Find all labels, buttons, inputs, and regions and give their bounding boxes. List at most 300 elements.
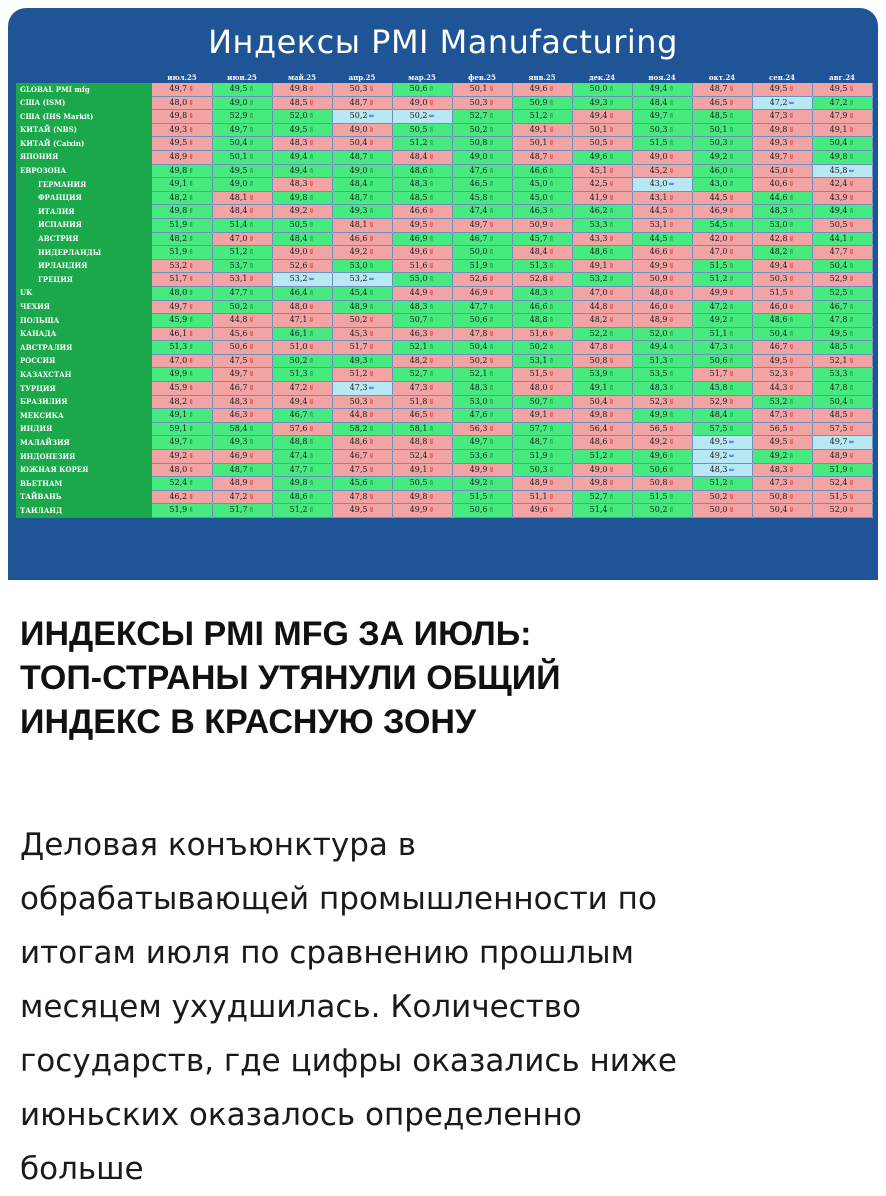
country-label: КИТАЙ (NBS)	[16, 123, 152, 137]
pmi-cell	[392, 218, 452, 232]
body-line: Деловая конъюнктура в	[20, 827, 416, 863]
arrow-up-icon: ⇑	[848, 343, 855, 352]
pmi-cell	[272, 137, 332, 151]
pmi-cell	[152, 178, 212, 192]
pmi-cell	[152, 327, 212, 341]
arrow-down-icon: ⇓	[848, 275, 855, 284]
pmi-cell	[752, 300, 812, 314]
pmi-cell	[332, 286, 392, 300]
arrow-down-icon: ⇓	[188, 139, 195, 148]
pmi-cell	[332, 232, 392, 246]
row-spacer	[872, 354, 876, 368]
pmi-cell	[212, 409, 272, 423]
arrow-down-icon: ⇓	[608, 125, 615, 134]
arrow-down-icon: ⇓	[848, 452, 855, 461]
pmi-value: 49,9	[169, 369, 188, 379]
arrow-up-icon: ⇑	[548, 180, 555, 189]
row-spacer	[872, 218, 876, 232]
arrow-down-icon: ⇓	[368, 316, 375, 325]
arrow-down-icon: ⇓	[428, 384, 435, 393]
pmi-cell	[752, 409, 812, 423]
pmi-value: 50,5	[289, 219, 308, 229]
arrow-up-icon: ⇑	[488, 166, 495, 175]
row-spacer	[872, 137, 876, 151]
month-header: фев.25	[468, 73, 496, 82]
pmi-cell	[392, 246, 452, 260]
pmi-value: 53,0	[349, 260, 368, 270]
arrow-down-icon: ⇓	[188, 125, 195, 134]
pmi-cell	[392, 354, 452, 368]
row-spacer	[872, 382, 876, 396]
arrow-down-icon: ⇓	[308, 384, 315, 393]
arrow-up-icon: ⇑	[668, 356, 675, 365]
pmi-value: 51,9	[169, 247, 188, 257]
pmi-cell	[812, 191, 872, 205]
arrow-down-icon: ⇓	[728, 492, 735, 501]
arrow-up-icon: ⇑	[608, 492, 615, 501]
pmi-cell	[512, 477, 572, 491]
arrow-up-icon: ⇑	[608, 220, 615, 229]
country-label: UK	[16, 286, 152, 300]
pmi-value: 45,0	[529, 192, 548, 202]
pmi-cell	[692, 110, 752, 124]
arrow-down-icon: ⇓	[368, 234, 375, 243]
pmi-cell	[272, 205, 332, 219]
pmi-value: 50,2	[709, 491, 728, 501]
arrow-down-icon: ⇓	[428, 288, 435, 297]
pmi-cell	[452, 123, 512, 137]
arrow-up-icon: ⇑	[728, 112, 735, 121]
pmi-cell	[332, 314, 392, 328]
pmi-value: 45,2	[649, 165, 668, 175]
pmi-value: 49,7	[829, 437, 848, 447]
pmi-value: 49,5	[769, 355, 788, 365]
pmi-cell	[212, 205, 272, 219]
arrow-down-icon: ⇓	[248, 329, 255, 338]
arrow-down-icon: ⇓	[608, 424, 615, 433]
arrow-down-icon: ⇓	[428, 506, 435, 515]
pmi-cell	[332, 178, 392, 192]
arrow-down-icon: ⇓	[368, 248, 375, 257]
arrow-up-icon: ⇑	[368, 193, 375, 202]
pmi-cell	[392, 232, 452, 246]
arrow-down-icon: ⇓	[668, 166, 675, 175]
pmi-cell	[332, 164, 392, 178]
pmi-cell	[212, 191, 272, 205]
pmi-cell	[272, 450, 332, 464]
pmi-value: 52,3	[769, 369, 788, 379]
arrow-down-icon: ⇓	[368, 98, 375, 107]
pmi-cell	[212, 368, 272, 382]
pmi-cell	[632, 314, 692, 328]
pmi-value: 51,2	[409, 138, 428, 148]
table-row	[16, 300, 876, 314]
pmi-cell	[752, 463, 812, 477]
pmi-value: 49,2	[289, 206, 308, 216]
arrow-up-icon: ⇑	[848, 370, 855, 379]
arrow-down-icon: ⇓	[488, 220, 495, 229]
pmi-value: 48,4	[409, 151, 428, 161]
country-label: ПОЛЬША	[16, 314, 152, 328]
arrow-up-icon: ⇑	[548, 193, 555, 202]
pmi-value: 49,7	[169, 301, 188, 311]
pmi-value: 51,4	[589, 505, 608, 515]
arrow-down-icon: ⇓	[788, 492, 795, 501]
pmi-value: 48,2	[769, 247, 788, 257]
pmi-cell	[812, 164, 872, 178]
pmi-value: 49,4	[649, 84, 668, 93]
arrow-up-icon: ⇑	[488, 384, 495, 393]
pmi-cell	[272, 273, 332, 287]
pmi-value: 49,1	[169, 179, 188, 189]
pmi-cell	[332, 504, 392, 518]
pmi-value: 51,6	[409, 260, 428, 270]
headline-line: ИНДЕКС В КРАСНУЮ ЗОНУ	[20, 703, 477, 741]
pmi-cell	[212, 436, 272, 450]
pmi-cell	[152, 450, 212, 464]
pmi-value: 50,1	[589, 124, 608, 134]
pmi-cell	[212, 395, 272, 409]
arrow-up-icon: ⇑	[188, 193, 195, 202]
pmi-value: 49,6	[649, 451, 668, 461]
arrow-up-icon: ⇑	[428, 180, 435, 189]
arrow-up-icon: ⇑	[188, 411, 195, 420]
pmi-cell	[812, 137, 872, 151]
arrow-down-icon: ⇓	[368, 492, 375, 501]
pmi-value: 51,9	[169, 505, 188, 515]
country-label: НИДЕРЛАНДЫ	[16, 246, 152, 260]
pmi-table	[16, 72, 876, 518]
arrow-down-icon: ⇓	[188, 112, 195, 121]
arrow-up-icon: ⇑	[548, 397, 555, 406]
arrow-up-icon: ⇑	[488, 261, 495, 270]
pmi-table-body	[16, 83, 876, 518]
pmi-cell	[152, 150, 212, 164]
arrow-up-icon: ⇑	[848, 261, 855, 270]
arrow-down-icon: ⇓	[368, 220, 375, 229]
pmi-value: 46,3	[229, 410, 248, 420]
pmi-cell	[332, 395, 392, 409]
pmi-cell	[392, 110, 452, 124]
arrow-up-icon: ⇑	[668, 329, 675, 338]
pmi-cell	[512, 490, 572, 504]
pmi-value: 50,3	[349, 396, 368, 406]
pmi-cell	[512, 232, 572, 246]
arrow-down-icon: ⇓	[608, 166, 615, 175]
pmi-value: 46,5	[409, 410, 428, 420]
pmi-cell	[452, 300, 512, 314]
country-label: США (IHS Markit)	[16, 110, 152, 124]
arrow-down-icon: ⇓	[608, 438, 615, 447]
arrow-up-icon: ⇑	[548, 234, 555, 243]
pmi-cell	[272, 300, 332, 314]
pmi-value: 46,3	[529, 206, 548, 216]
row-spacer	[872, 259, 876, 273]
arrow-down-icon: ⇓	[668, 275, 675, 284]
arrow-up-icon: ⇑	[248, 261, 255, 270]
country-label: ИНДОНЕЗИЯ	[16, 450, 152, 464]
pmi-cell	[152, 436, 212, 450]
table-row	[16, 436, 876, 450]
arrow-down-icon: ⇓	[368, 452, 375, 461]
pmi-cell	[152, 504, 212, 518]
arrow-up-icon: ⇑	[848, 316, 855, 325]
country-label: КАНАДА	[16, 327, 152, 341]
arrow-up-icon: ⇑	[668, 234, 675, 243]
pmi-value: 49,9	[409, 505, 428, 515]
country-label: ЯПОНИЯ	[16, 150, 152, 164]
pmi-value: 49,7	[769, 151, 788, 161]
pmi-cell	[152, 259, 212, 273]
arrow-up-icon: ⇑	[428, 85, 435, 93]
arrow-down-icon: ⇓	[608, 139, 615, 148]
arrow-up-icon: ⇑	[848, 465, 855, 474]
pmi-value: 46,9	[409, 233, 428, 243]
arrow-down-icon: ⇓	[548, 139, 555, 148]
pmi-cell	[752, 164, 812, 178]
arrow-up-icon: ⇑	[608, 248, 615, 257]
pmi-cell	[392, 463, 452, 477]
pmi-value: 46,5	[469, 179, 488, 189]
country-label: ИСПАНИЯ	[16, 218, 152, 232]
arrow-up-icon: ⇑	[248, 465, 255, 474]
pmi-value: 49,0	[349, 124, 368, 134]
pmi-value: 58,1	[409, 423, 428, 433]
pmi-cell	[512, 327, 572, 341]
arrow-down-icon: ⇓	[848, 220, 855, 229]
arrow-up-icon: ⇑	[788, 452, 795, 461]
pmi-cell	[152, 314, 212, 328]
pmi-cell	[572, 463, 632, 477]
arrow-down-icon: ⇓	[668, 248, 675, 257]
arrow-down-icon: ⇓	[788, 424, 795, 433]
pmi-cell	[692, 409, 752, 423]
country-label: США (ISM)	[16, 96, 152, 110]
pmi-value: 52,3	[649, 396, 668, 406]
pmi-value: 52,1	[829, 355, 848, 365]
pmi-cell	[152, 409, 212, 423]
pmi-value: 48,6	[349, 437, 368, 447]
arrow-up-icon: ⇑	[308, 193, 315, 202]
pmi-value: 49,3	[349, 355, 368, 365]
pmi-value: 48,5	[409, 192, 428, 202]
row-spacer	[872, 504, 876, 518]
pmi-cell	[452, 409, 512, 423]
pmi-value: 48,5	[709, 111, 728, 121]
headline-line: ИНДЕКСЫ PMI MFG ЗА ИЮЛЬ:	[20, 615, 532, 653]
pmi-value: 52,1	[469, 369, 488, 379]
pmi-cell	[692, 327, 752, 341]
pmi-value: 51,9	[529, 451, 548, 461]
arrow-down-icon: ⇓	[608, 193, 615, 202]
pmi-cell	[692, 273, 752, 287]
arrow-down-icon: ⇓	[368, 125, 375, 134]
pmi-value: 51,3	[649, 355, 668, 365]
row-spacer	[872, 300, 876, 314]
pmi-value: 44,8	[229, 315, 248, 325]
pmi-cell	[632, 504, 692, 518]
arrow-up-icon: ⇑	[548, 316, 555, 325]
pmi-value: 50,0	[469, 247, 488, 257]
pmi-cell	[692, 218, 752, 232]
pmi-value: 51,7	[349, 342, 368, 352]
pmi-value: 59,1	[169, 423, 188, 433]
table-row	[16, 273, 876, 287]
row-spacer	[872, 110, 876, 124]
table-row	[16, 164, 876, 178]
pmi-value: 56,5	[649, 423, 668, 433]
pmi-value: 49,4	[289, 165, 308, 175]
pmi-cell	[272, 232, 332, 246]
country-label: ИТАЛИЯ	[16, 205, 152, 219]
pmi-cell	[392, 314, 452, 328]
pmi-cell	[512, 504, 572, 518]
pmi-cell	[812, 341, 872, 355]
pmi-value: 53,0	[769, 219, 788, 229]
pmi-cell	[272, 259, 332, 273]
pmi-value: 49,2	[649, 437, 668, 447]
pmi-value: 46,0	[649, 301, 668, 311]
arrow-down-icon: ⇓	[488, 275, 495, 284]
arrow-up-icon: ⇑	[488, 180, 495, 189]
pmi-value: 56,3	[469, 423, 488, 433]
pmi-cell	[212, 96, 272, 110]
pmi-value: 52,4	[409, 451, 428, 461]
pmi-value: 51,7	[709, 369, 728, 379]
pmi-cell	[272, 341, 332, 355]
pmi-value: 53,0	[469, 396, 488, 406]
pmi-value: 49,0	[589, 464, 608, 474]
arrow-down-icon: ⇓	[368, 411, 375, 420]
country-label: ТАЙВАНЬ	[16, 490, 152, 504]
arrow-up-icon: ⇑	[248, 139, 255, 148]
pmi-cell	[692, 205, 752, 219]
arrow-down-icon: ⇓	[428, 492, 435, 501]
pmi-value: 48,9	[349, 301, 368, 311]
pmi-cell	[812, 436, 872, 450]
arrow-down-icon: ⇓	[788, 438, 795, 447]
pmi-cell	[392, 490, 452, 504]
pmi-table-image[interactable]	[8, 8, 878, 580]
pmi-value: 49,4	[769, 260, 788, 270]
row-spacer	[872, 232, 876, 246]
pmi-value: 46,0	[709, 165, 728, 175]
arrow-up-icon: ⇑	[188, 506, 195, 515]
pmi-cell	[512, 83, 572, 96]
pmi-value: 47,8	[469, 328, 488, 338]
arrow-up-icon: ⇑	[728, 166, 735, 175]
pmi-value: 50,9	[649, 274, 668, 284]
pmi-value: 47,8	[349, 491, 368, 501]
arrow-down-icon: ⇓	[728, 207, 735, 216]
arrow-down-icon: ⇓	[788, 180, 795, 189]
pmi-cell	[452, 232, 512, 246]
pmi-cell	[392, 341, 452, 355]
pmi-cell	[152, 354, 212, 368]
pmi-cell	[752, 137, 812, 151]
pmi-cell	[392, 205, 452, 219]
arrow-down-icon: ⇓	[188, 492, 195, 501]
arrow-down-icon: ⇓	[668, 302, 675, 311]
pmi-cell	[452, 314, 512, 328]
arrow-up-icon: ⇑	[368, 180, 375, 189]
arrow-down-icon: ⇓	[728, 397, 735, 406]
pmi-cell	[632, 422, 692, 436]
arrow-up-icon: ⇑	[608, 452, 615, 461]
pmi-cell	[572, 205, 632, 219]
pmi-value: 47,7	[289, 464, 308, 474]
pmi-value: 48,7	[709, 84, 728, 93]
table-row	[16, 409, 876, 423]
pmi-value: 52,5	[829, 287, 848, 297]
pmi-value: 49,0	[229, 179, 248, 189]
pmi-cell	[332, 463, 392, 477]
pmi-value: 47,4	[289, 451, 308, 461]
pmi-cell	[152, 490, 212, 504]
pmi-value: 53,9	[589, 369, 608, 379]
arrow-down-icon: ⇓	[608, 411, 615, 420]
pmi-value: 57,6	[289, 423, 308, 433]
arrow-down-icon: ⇓	[788, 166, 795, 175]
arrow-up-icon: ⇑	[728, 343, 735, 352]
pmi-cell	[152, 218, 212, 232]
row-spacer	[872, 273, 876, 287]
pmi-value: 48,4	[289, 233, 308, 243]
pmi-value: 49,2	[469, 478, 488, 488]
pmi-value: 53,7	[229, 260, 248, 270]
pmi-cell	[632, 450, 692, 464]
pmi-cell	[332, 354, 392, 368]
pmi-cell	[512, 150, 572, 164]
pmi-value: 48,3	[769, 206, 788, 216]
pmi-value: 47,2	[229, 491, 248, 501]
country-label: ЕВРОЗОНА	[16, 164, 152, 178]
pmi-value: 48,3	[709, 464, 728, 474]
pmi-cell	[272, 463, 332, 477]
arrow-down-icon: ⇓	[668, 207, 675, 216]
pmi-cell	[272, 286, 332, 300]
pmi-cell	[272, 218, 332, 232]
pmi-value: 41,9	[589, 192, 608, 202]
pmi-cell	[692, 286, 752, 300]
pmi-cell	[212, 300, 272, 314]
pmi-cell	[332, 382, 392, 396]
arrow-up-icon: ⇑	[668, 465, 675, 474]
pmi-cell	[632, 463, 692, 477]
arrow-down-icon: ⇓	[848, 85, 855, 93]
pmi-cell	[572, 436, 632, 450]
body-line: итогам июля по сравнению прошлым	[20, 935, 634, 971]
arrow-up-icon: ⇑	[188, 370, 195, 379]
arrow-down-icon: ⇓	[308, 207, 315, 216]
arrow-up-icon: ⇑	[308, 125, 315, 134]
pmi-value: 52,6	[469, 274, 488, 284]
pmi-value: 45,7	[529, 233, 548, 243]
arrow-up-icon: ⇑	[188, 424, 195, 433]
table-row	[16, 314, 876, 328]
pmi-value: 50,0	[709, 505, 728, 515]
pmi-cell	[632, 110, 692, 124]
arrow-down-icon: ⇓	[188, 152, 195, 161]
pmi-cell	[512, 218, 572, 232]
pmi-value: 49,8	[289, 192, 308, 202]
arrow-up-icon: ⇑	[248, 166, 255, 175]
pmi-value: 48,2	[409, 355, 428, 365]
corner-cell	[16, 72, 152, 83]
pmi-cell	[632, 490, 692, 504]
arrow-down-icon: ⇓	[668, 288, 675, 297]
arrow-up-icon: ⇑	[488, 248, 495, 257]
